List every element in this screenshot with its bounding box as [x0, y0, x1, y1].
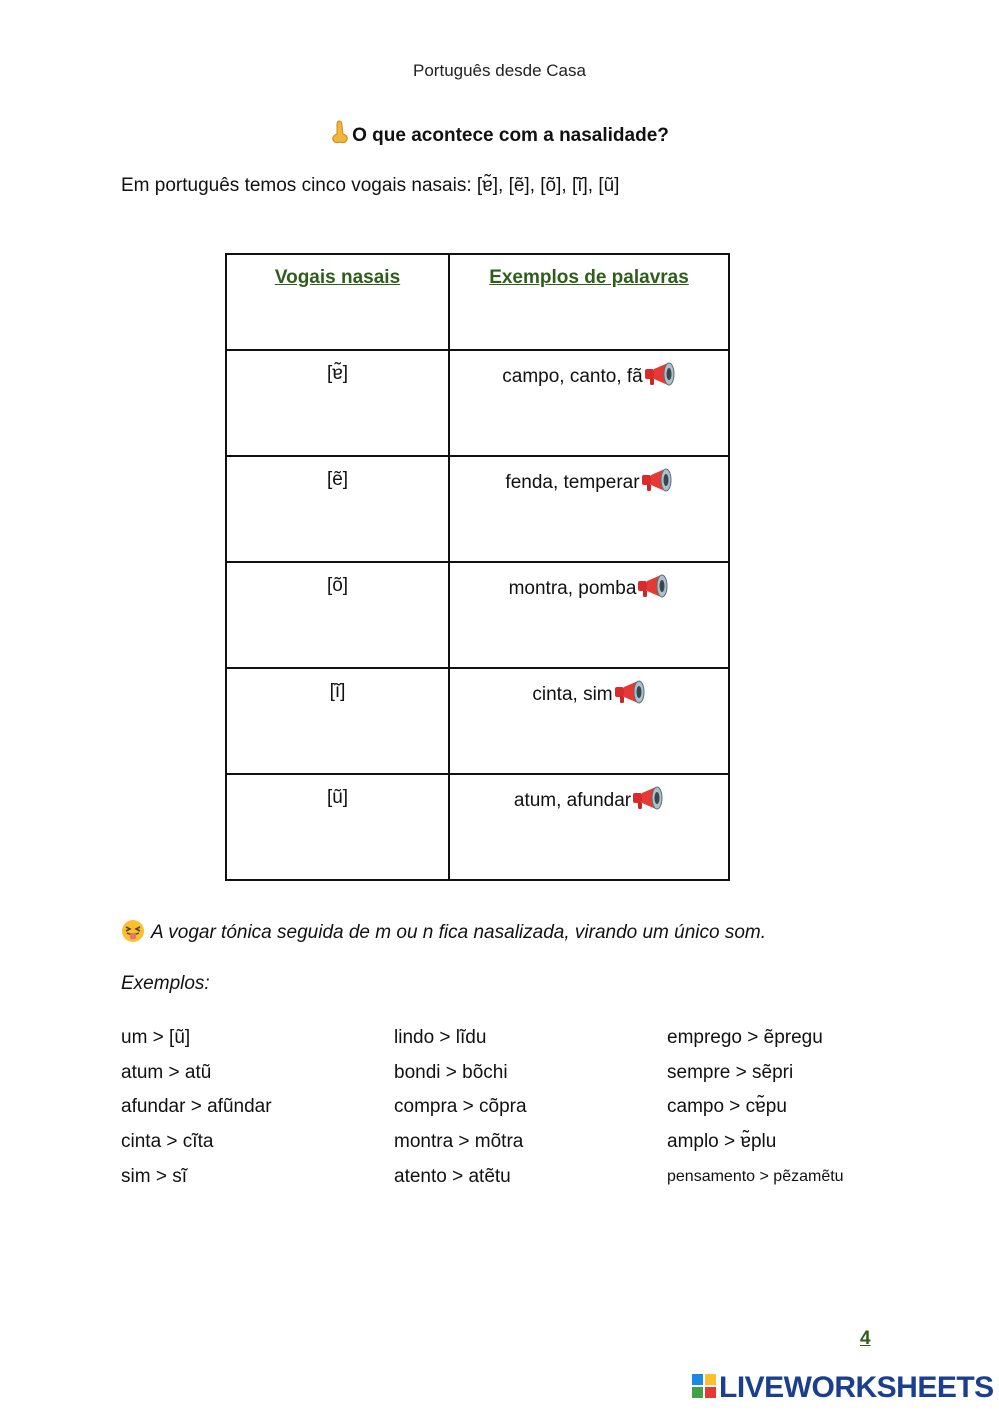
rule-text-content: A vogar tónica seguida de m ou n fica nasalizada, virando um único som.	[151, 922, 767, 943]
examples-column-2	[394, 1026, 527, 1199]
vowel-symbol: [ĩ]	[329, 681, 346, 702]
table-row	[226, 774, 729, 880]
rule-text	[121, 919, 766, 949]
liveworksheets-wordmark: LIVEWORKSHEETS	[719, 1371, 994, 1404]
example-words: cinta, sim	[532, 684, 613, 705]
list-item: montra > mõtra	[394, 1131, 524, 1153]
examples-label: Exemplos:	[121, 973, 210, 994]
table-row	[226, 668, 729, 774]
list-item: sempre > sẽpri	[667, 1061, 794, 1083]
megaphone-icon[interactable]	[644, 361, 676, 393]
vowel-symbol: [ɐ̃]	[326, 363, 349, 384]
document-header: Português desde Casa	[413, 61, 586, 80]
megaphone-icon[interactable]	[637, 573, 669, 605]
table-row	[226, 350, 729, 456]
list-item: amplo > ɐ̃plu	[667, 1131, 777, 1153]
header-vowels: Vogais nasais	[274, 267, 401, 288]
nose-icon	[330, 120, 350, 150]
list-item: compra > cõpra	[394, 1096, 527, 1118]
table-row	[226, 456, 729, 562]
header-examples: Exemplos de palavras	[489, 267, 689, 288]
section-heading	[0, 120, 999, 150]
megaphone-icon[interactable]	[632, 785, 664, 817]
megaphone-icon[interactable]	[641, 467, 673, 499]
list-item: campo > cɐ̃pu	[667, 1096, 787, 1118]
example-words: campo, canto, fã	[502, 366, 643, 387]
list-item: pensamento > pẽzamẽtu	[667, 1167, 844, 1185]
section-heading-text: O que acontece com a nasalidade?	[352, 125, 669, 146]
nasal-vowels-table	[225, 253, 730, 881]
list-item: afundar > afũndar	[121, 1096, 272, 1118]
example-words: montra, pomba	[508, 578, 637, 599]
example-words: atum, afundar	[513, 790, 632, 811]
megaphone-icon[interactable]	[614, 679, 646, 711]
header-cell-vowels	[226, 254, 449, 350]
list-item: atum > atũ	[121, 1061, 212, 1083]
examples-column-3	[667, 1026, 844, 1199]
intro-text: Em português temos cinco vogais nasais: [ɐ̃], [ẽ], [õ], [ĩ], [ũ]	[121, 175, 620, 196]
list-item: atento > atẽtu	[394, 1165, 511, 1187]
liveworksheets-logo-icon	[692, 1374, 716, 1403]
table-row	[226, 562, 729, 668]
vowel-symbol: [ũ]	[326, 787, 349, 808]
header-cell-examples	[449, 254, 729, 350]
liveworksheets-logo[interactable]	[692, 1371, 994, 1405]
list-item: bondi > bõchi	[394, 1061, 508, 1083]
table-header-row	[226, 254, 729, 350]
list-item: um > [ũ]	[121, 1027, 191, 1048]
list-item: cinta > cĩta	[121, 1131, 214, 1153]
page-number: 4	[860, 1328, 871, 1349]
vowel-symbol: [õ]	[326, 575, 349, 596]
list-item: emprego > ẽpregu	[667, 1027, 823, 1048]
examples-column-1	[121, 1026, 272, 1199]
vowel-symbol: [ẽ]	[326, 469, 349, 490]
example-words: fenda, temperar	[505, 472, 640, 493]
list-item: sim > sĩ	[121, 1165, 187, 1187]
list-item: lindo > lĩdu	[394, 1027, 487, 1048]
tongue-face-icon	[121, 919, 145, 949]
